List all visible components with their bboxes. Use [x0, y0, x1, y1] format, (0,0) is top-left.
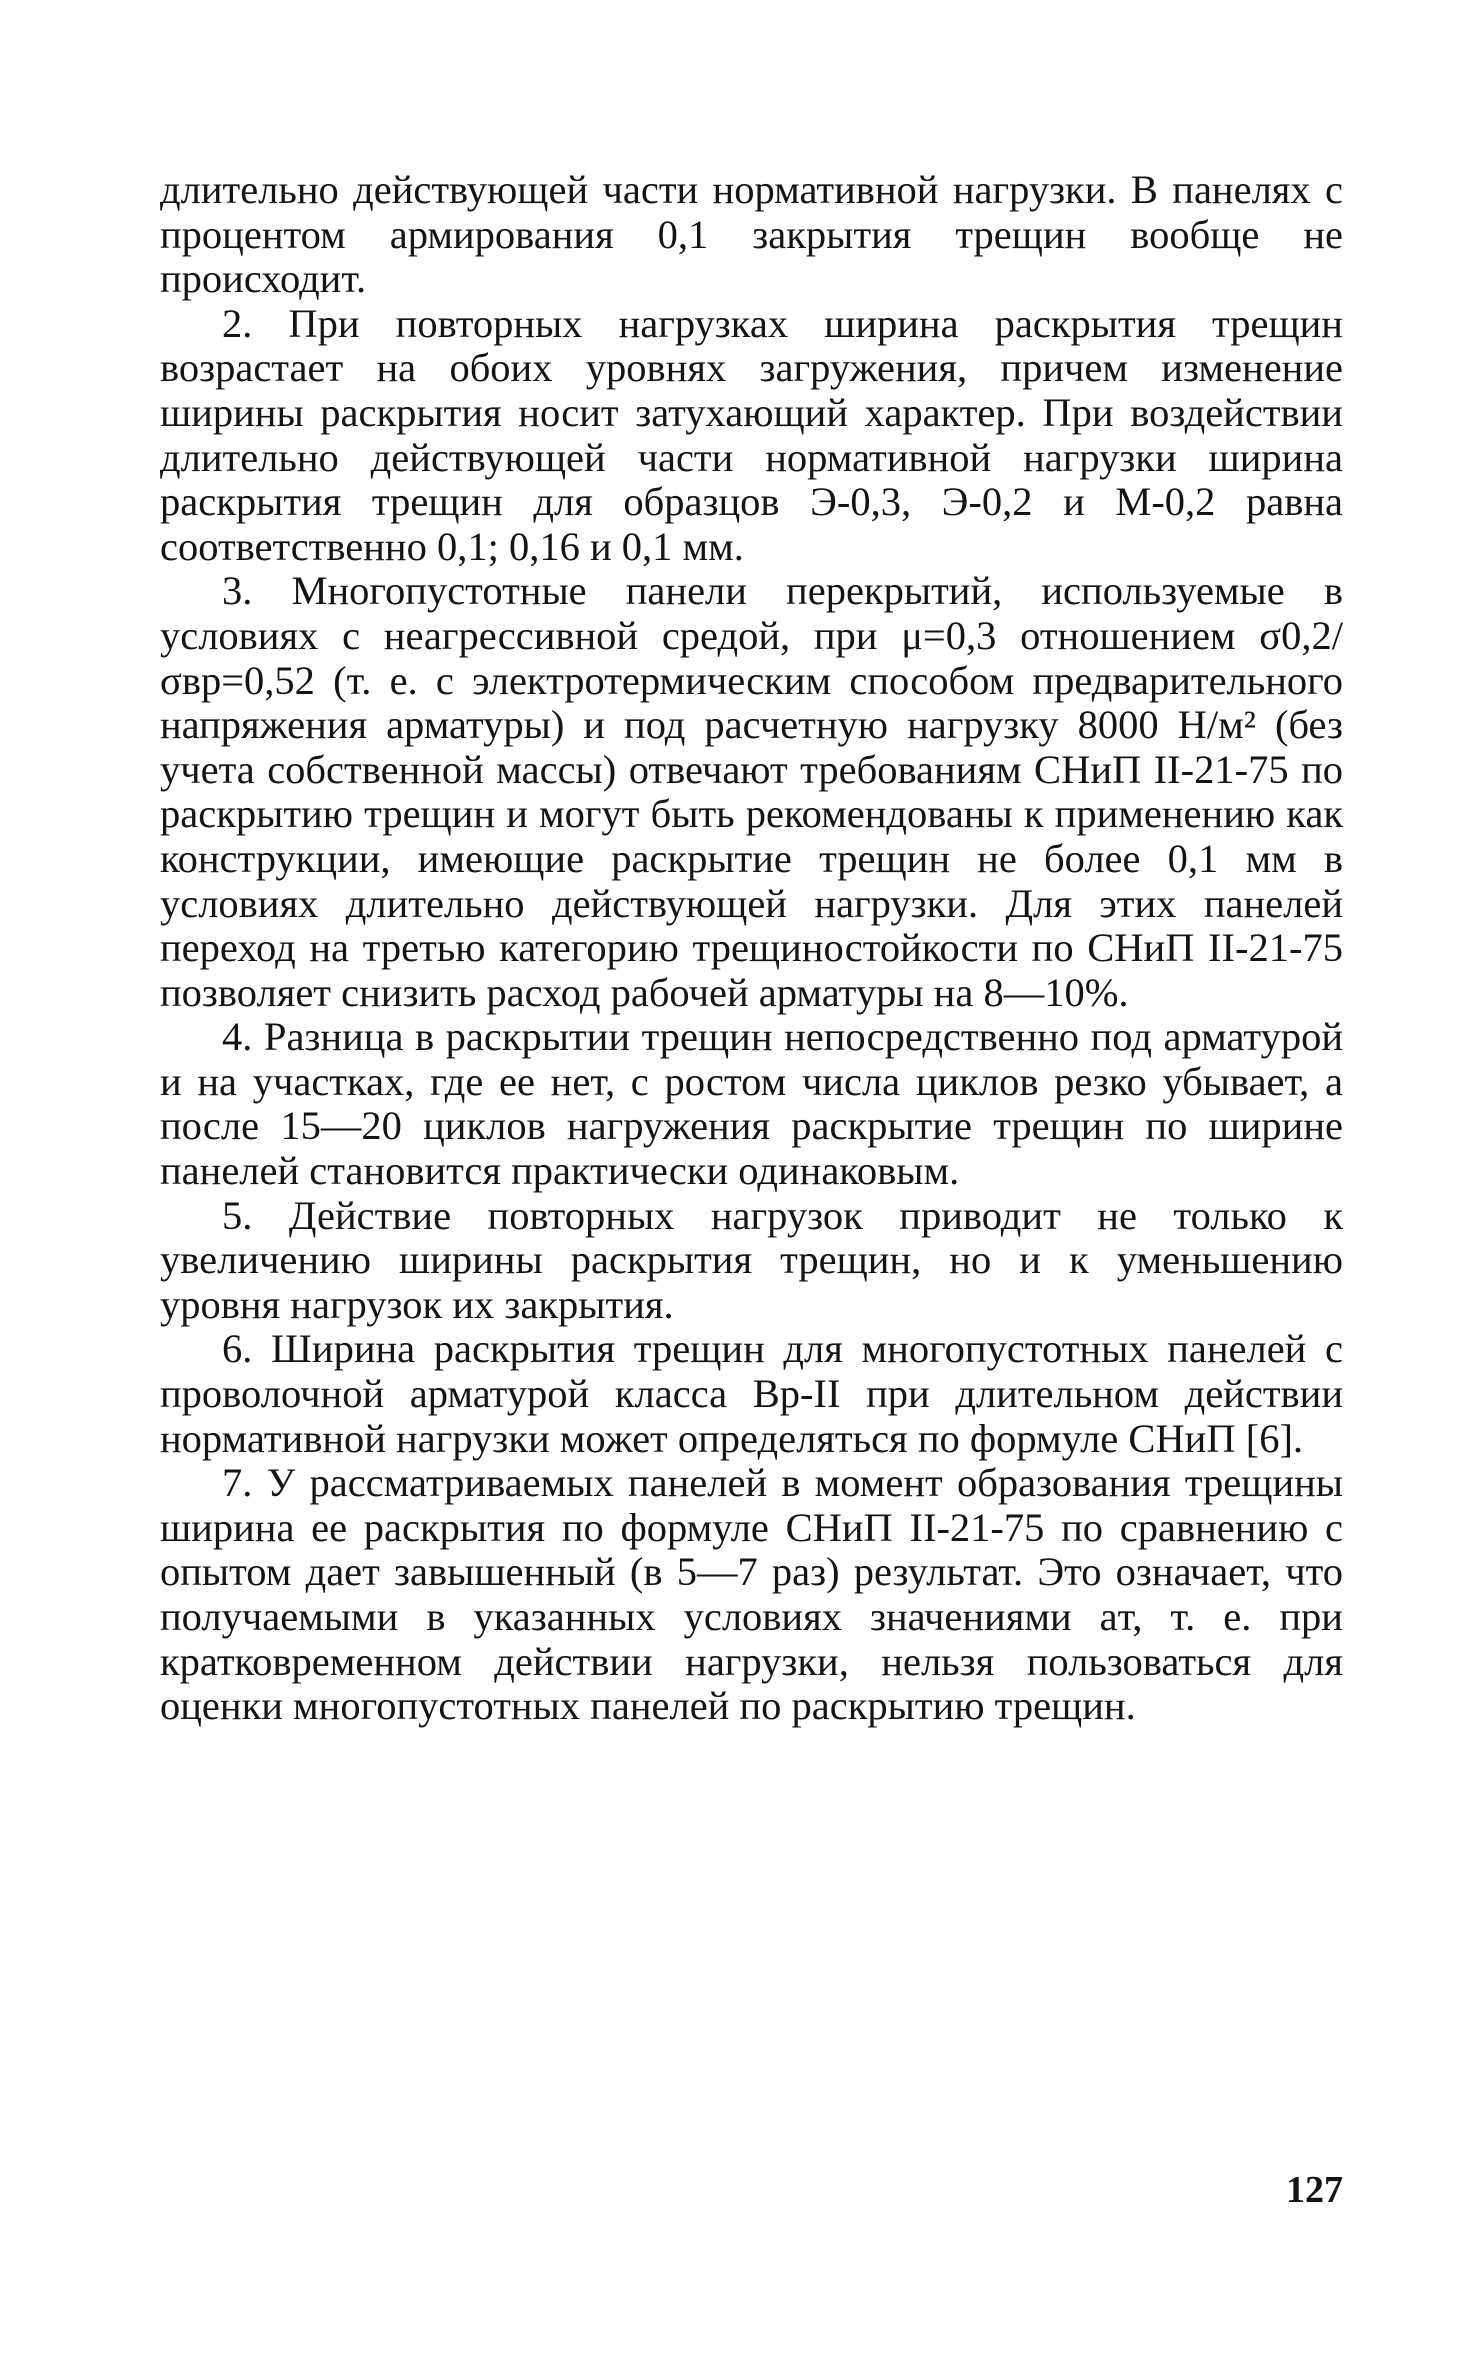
paragraph-continuation: длительно действующей части нормативной нагрузки. В панелях с процентом армирования 0,1 закрытия трещин вообще не происходит.: [160, 167, 1343, 302]
paragraph-item-4: 4. Разница в раскрытии трещин непосредственно под арматурой и на участках, где ее нет, с ростом числа циклов резко убывает, а после 15—20 циклов нагружения раскрытие трещин по ширине панелей становится практически одинаковым.: [160, 1014, 1343, 1194]
body-text: [160, 168, 1343, 1729]
paragraph-item-2: 2. При повторных нагрузках ширина раскрытия трещин возрастает на обоих уровнях загружения, причем изменение ширины раскрытия носит затухающий характер. При воздействии длительно действующей части нормативной нагрузки ширина раскрытия трещин для образцов Э-0,3, Э-0,2 и М-0,2 равна соответственно 0,1; 0,16 и 0,1 мм.: [160, 300, 1343, 569]
paragraph-item-7: 7. У рассматриваемых панелей в момент образования трещины ширина ее раскрытия по формуле СНиП II-21-75 по сравнению с опытом дает завышенный (в 5—7 раз) результат. Это означает, что получаемыми в указанных условиях значениями aт, т. е. при кратковременном действии нагрузки, нельзя пользоваться для оценки многопустотных панелей по раскрытию трещин.: [160, 1460, 1343, 1729]
paragraph-item-3: 3. Многопустотные панели перекрытий, используемые в условиях с неагрессивной средой, при μ=0,3 отношением σ0,2/σвр=0,52 (т. е. с электротермическим способом предварительного напряжения арматуры) и под расчетную нагрузку 8000 Н/м² (без учета собственной массы) отвечают требованиям СНиП II-21-75 по раскрытию трещин и могут быть рекомендованы к применению как конструкции, имеющие раскрытие трещин не более 0,1 мм в условиях длительно действующей нагрузки. Для этих панелей переход на третью категорию трещиностойкости по СНиП II-21-75 позволяет снизить расход рабочей арматуры на 8—10%.: [160, 568, 1343, 1015]
paragraph-item-6: 6. Ширина раскрытия трещин для многопустотных панелей с проволочной арматурой класса Вр-II при длительном действии нормативной нагрузки может определяться по формуле СНиП [6].: [160, 1326, 1343, 1461]
page-number: 127: [1286, 2169, 1343, 2211]
paragraph-item-5: 5. Действие повторных нагрузок приводит не только к увеличению ширины раскрытия трещин, но и к уменьшению уровня нагрузок их закрытия.: [160, 1192, 1343, 1327]
